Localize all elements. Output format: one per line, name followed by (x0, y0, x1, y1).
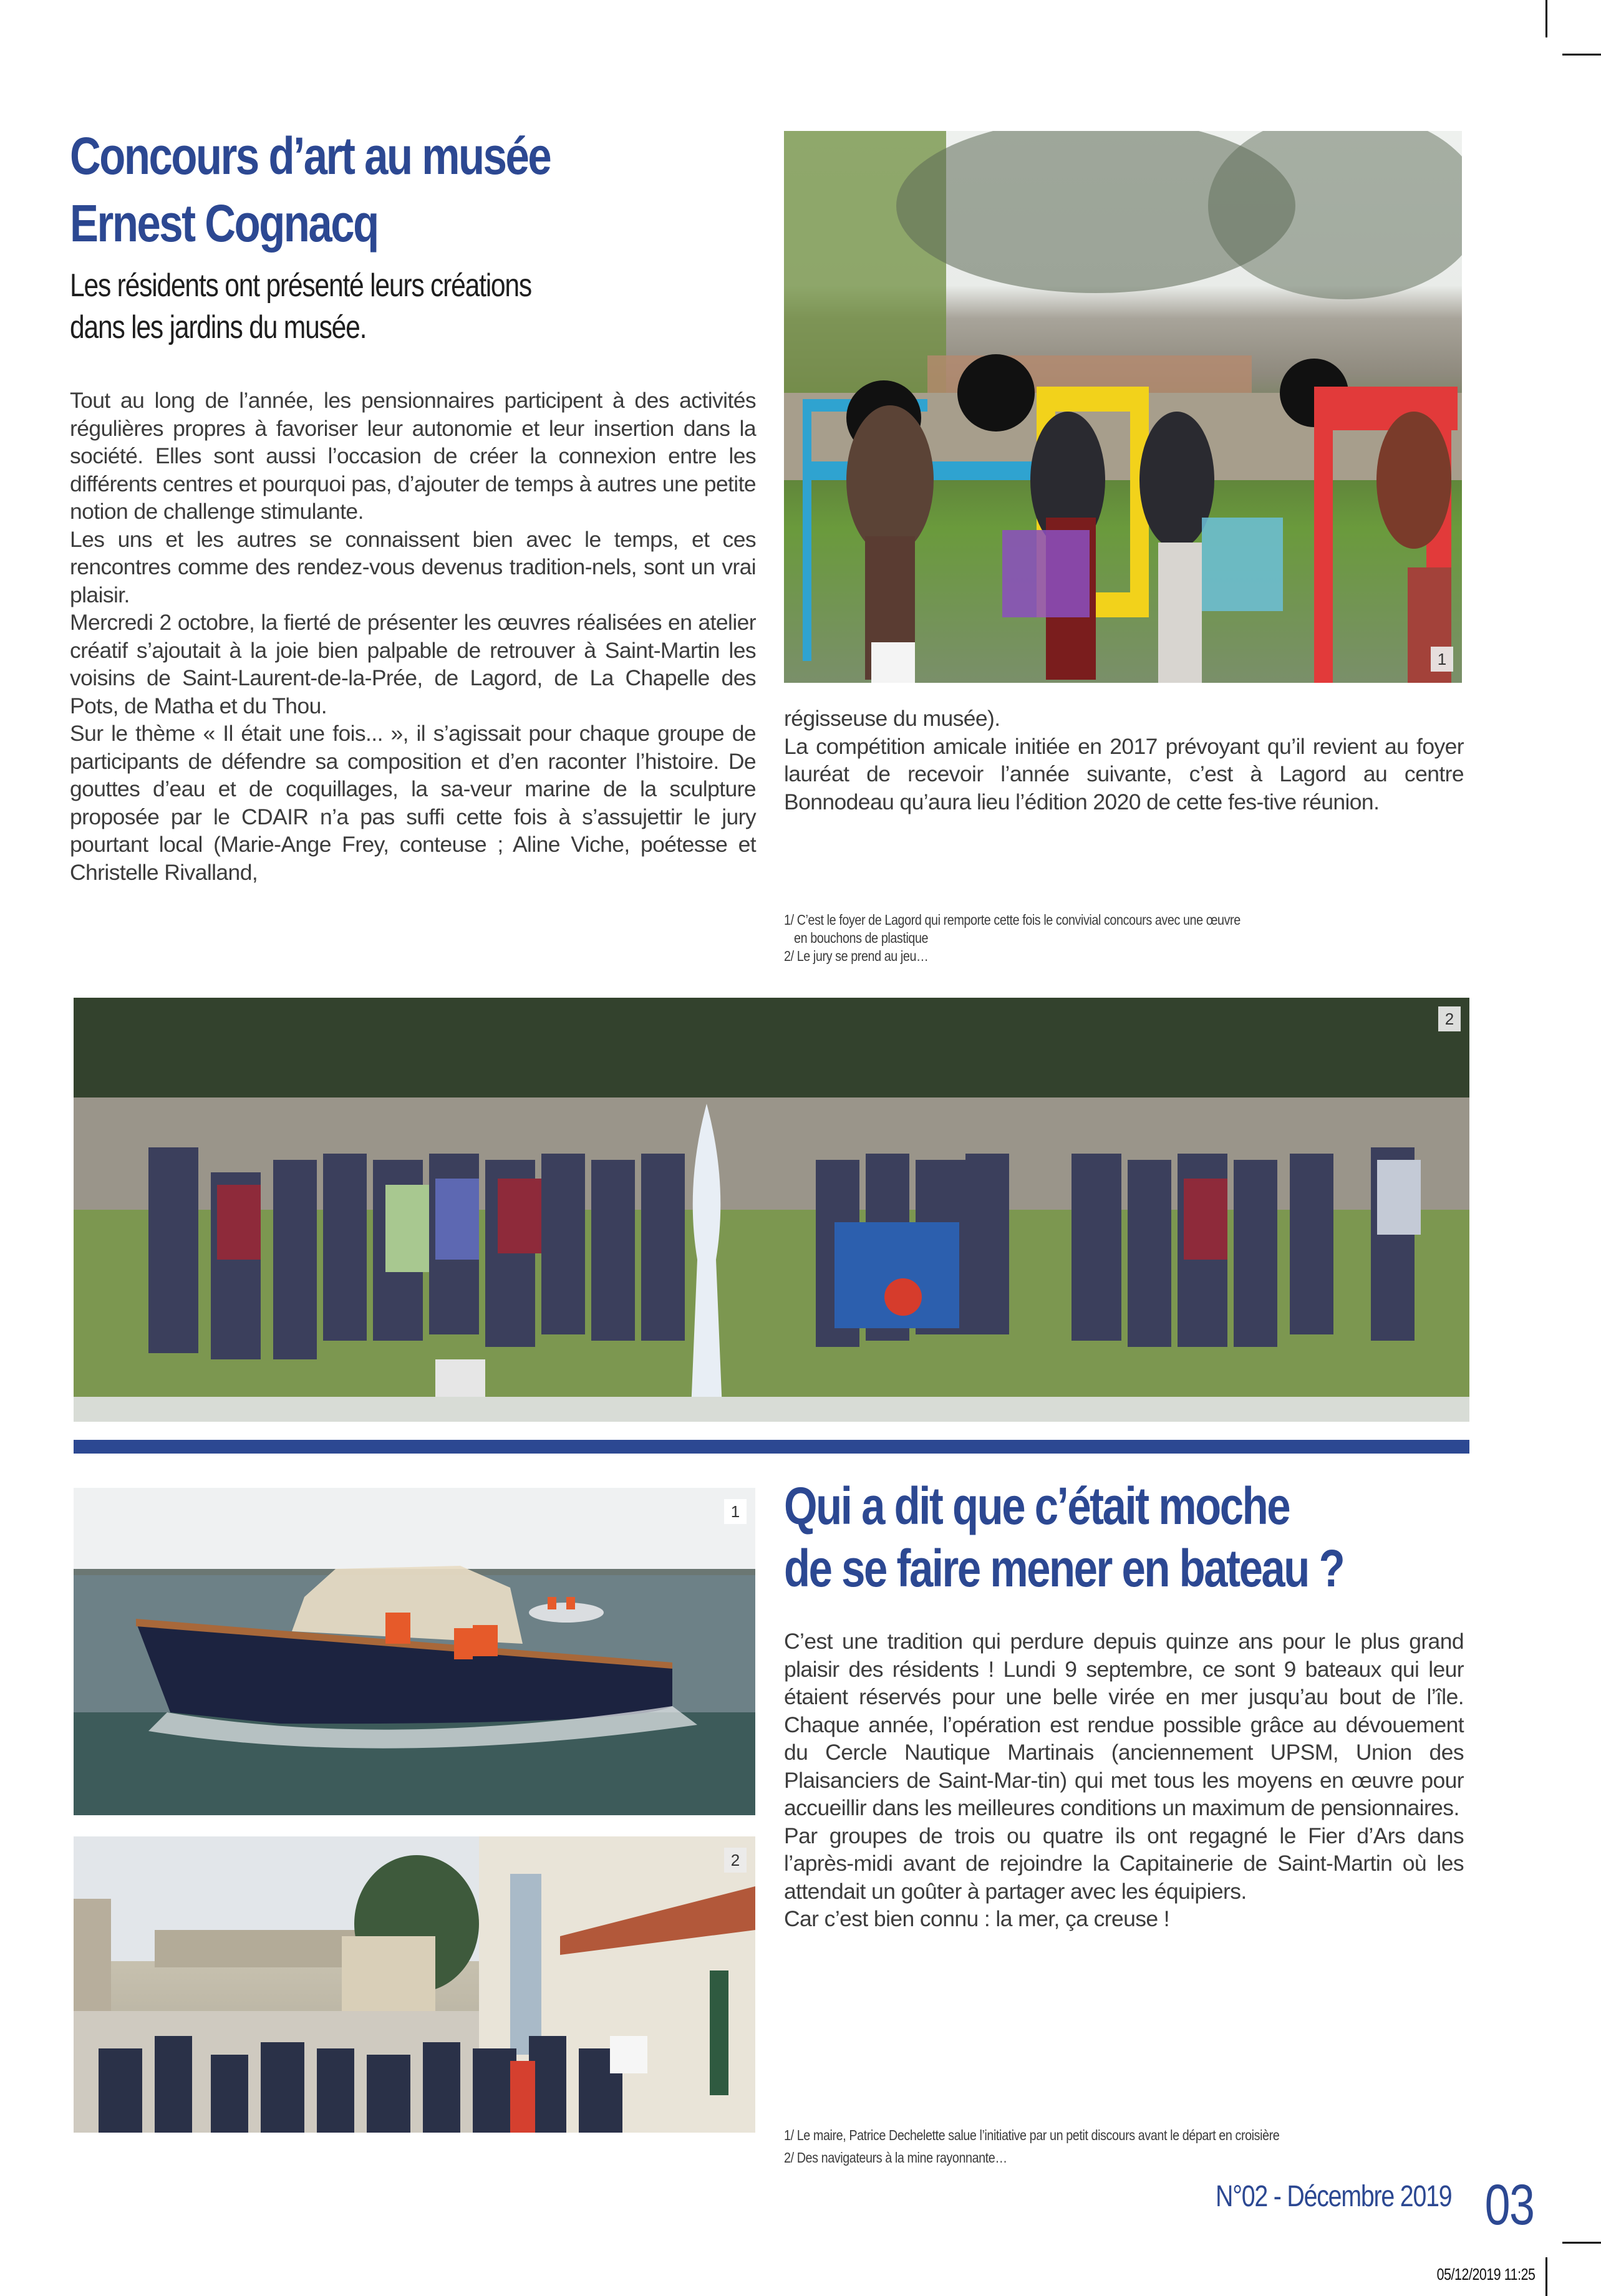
photo-boat-illustration (74, 1488, 755, 1815)
caption-2: 2/ Des navigateurs à la mine rayonnante… (784, 2149, 1007, 2166)
caption-1: 1/ Le maire, Patrice Dechelette salue l’initiative par un petit discours avant le départ en croisière (784, 2127, 1280, 2143)
paragraph: Car c’est bien connu : la mer, ça creuse ! (784, 1906, 1170, 1931)
paragraph: Les uns et les autres se connaissent bien avec le temps, et ces rencontres comme des rendez-vous devenus tradition-nels, sont un vrai plaisir. (70, 526, 756, 607)
paragraph: C’est une tradition qui perdure depuis quinze ans pour le plus grand plaisir des résidents ! Lundi 9 septembre, ce sont 9 bateaux qui leur étaient réservés pour une belle virée en mer jusqu’au bout de l’île. Chaque année, l’opération est rendue possible grâce au dévouement du Cercle Nautique Martinais (anciennement UPSM, Union des Plaisanciers de Saint-Mar-tin) qui met tous les moyens en œuvre pour accueillir dans les meilleures conditions un maximum de pensionnaires. (784, 1629, 1464, 1820)
article-title-line1: Qui a dit que c’était moche (784, 1477, 1290, 1535)
photo-music-frames-illustration (784, 131, 1462, 683)
crop-mark-bottom-right (1562, 2242, 1601, 2244)
article-title-line1: Concours d’art au musée (70, 127, 551, 185)
photo-group-illustration (74, 998, 1469, 1422)
article-subtitle-line1: Les résidents ont présenté leurs créations (70, 268, 531, 304)
paragraph: Par groupes de trois ou quatre ils ont regagné le Fier d’Ars dans l’après-midi avant de rejoindre la Capitainerie de Saint-Martin où les attendait un goûter à partager avec les équipiers. (784, 1823, 1464, 1904)
crop-mark-top-right (1562, 54, 1601, 55)
page-number: 03 (1484, 2173, 1534, 2237)
photo-number-badge: 2 (724, 1848, 747, 1873)
issue-label: N°02 - Décembre 2019 (1215, 2180, 1451, 2213)
paragraph: Tout au long de l’année, les pensionnaires participent à des activités régulières propres à favoriser leur autonomie et leur insertion dans la société. Elles sont aussi l’occasion de créer la connexion entre les différents centres et pourquoi pas, d’ajouter de temps à autres une petite notion de challenge stimulante. (70, 388, 756, 524)
photo-boat (74, 1488, 755, 1815)
photo-number-badge: 1 (724, 1499, 747, 1524)
crop-mark-top (1545, 0, 1547, 37)
article-body (784, 1628, 1464, 1933)
paragraph: régisseuse du musée). (784, 706, 1000, 731)
photo-music-frames (784, 131, 1462, 683)
section-divider (74, 1440, 1469, 1454)
article-title-line2: Ernest Cognacq (70, 194, 378, 253)
paragraph: Sur le thème « Il était une fois... », il s’agissait pour chaque groupe de participants de défendre sa composition et d’en raconter l’histoire. De gouttes d’eau et de coquillages, la sa-veur marine de la sculpture proposée par le CDAIR n’a pas suffi cette fois à s’assujettir le jury pourtant local (Marie-Ange Frey, conteuse ; Aline Viche, poétesse et Christelle Rivalland, (70, 721, 756, 885)
article-title-line2: de se faire mener en bateau ? (784, 1539, 1344, 1598)
article-continuation (784, 705, 1464, 816)
photo-group-garden (74, 998, 1469, 1422)
crop-mark-bottom (1545, 2257, 1547, 2296)
caption-1-line2: en bouchons de plastique (794, 930, 929, 946)
article-subtitle-line2: dans les jardins du musée. (70, 309, 367, 345)
photo-number-badge: 2 (1438, 1006, 1461, 1031)
paragraph: La compétition amicale initiée en 2017 prévoyant qu’il revient au foyer lauréat de recevoir l’année suivante, c’est à Lagord au centre Bonnodeau qu’aura lieu l’édition 2020 de cette fes-tive réunion. (784, 733, 1464, 814)
caption-1-line1: 1/ C’est le foyer de Lagord qui remporte cette fois le convivial concours avec une œuvre (784, 912, 1241, 928)
photo-harbour-illustration (74, 1836, 755, 2133)
photo-number-badge: 1 (1431, 647, 1453, 672)
caption-2: 2/ Le jury se prend au jeu… (784, 948, 929, 964)
print-timestamp: 05/12/2019 11:25 (1436, 2265, 1535, 2284)
article-body (70, 387, 756, 886)
paragraph: Mercredi 2 octobre, la fierté de présenter les œuvres réalisées en atelier créatif s’ajoutait à la joie bien palpable de retrouver à Saint-Martin les voisins de Saint-Laurent-de-la-Prée, de Lagord, de La Chapelle des Pots, de Matha et du Thou. (70, 610, 756, 718)
photo-harbour-crowd (74, 1836, 755, 2133)
